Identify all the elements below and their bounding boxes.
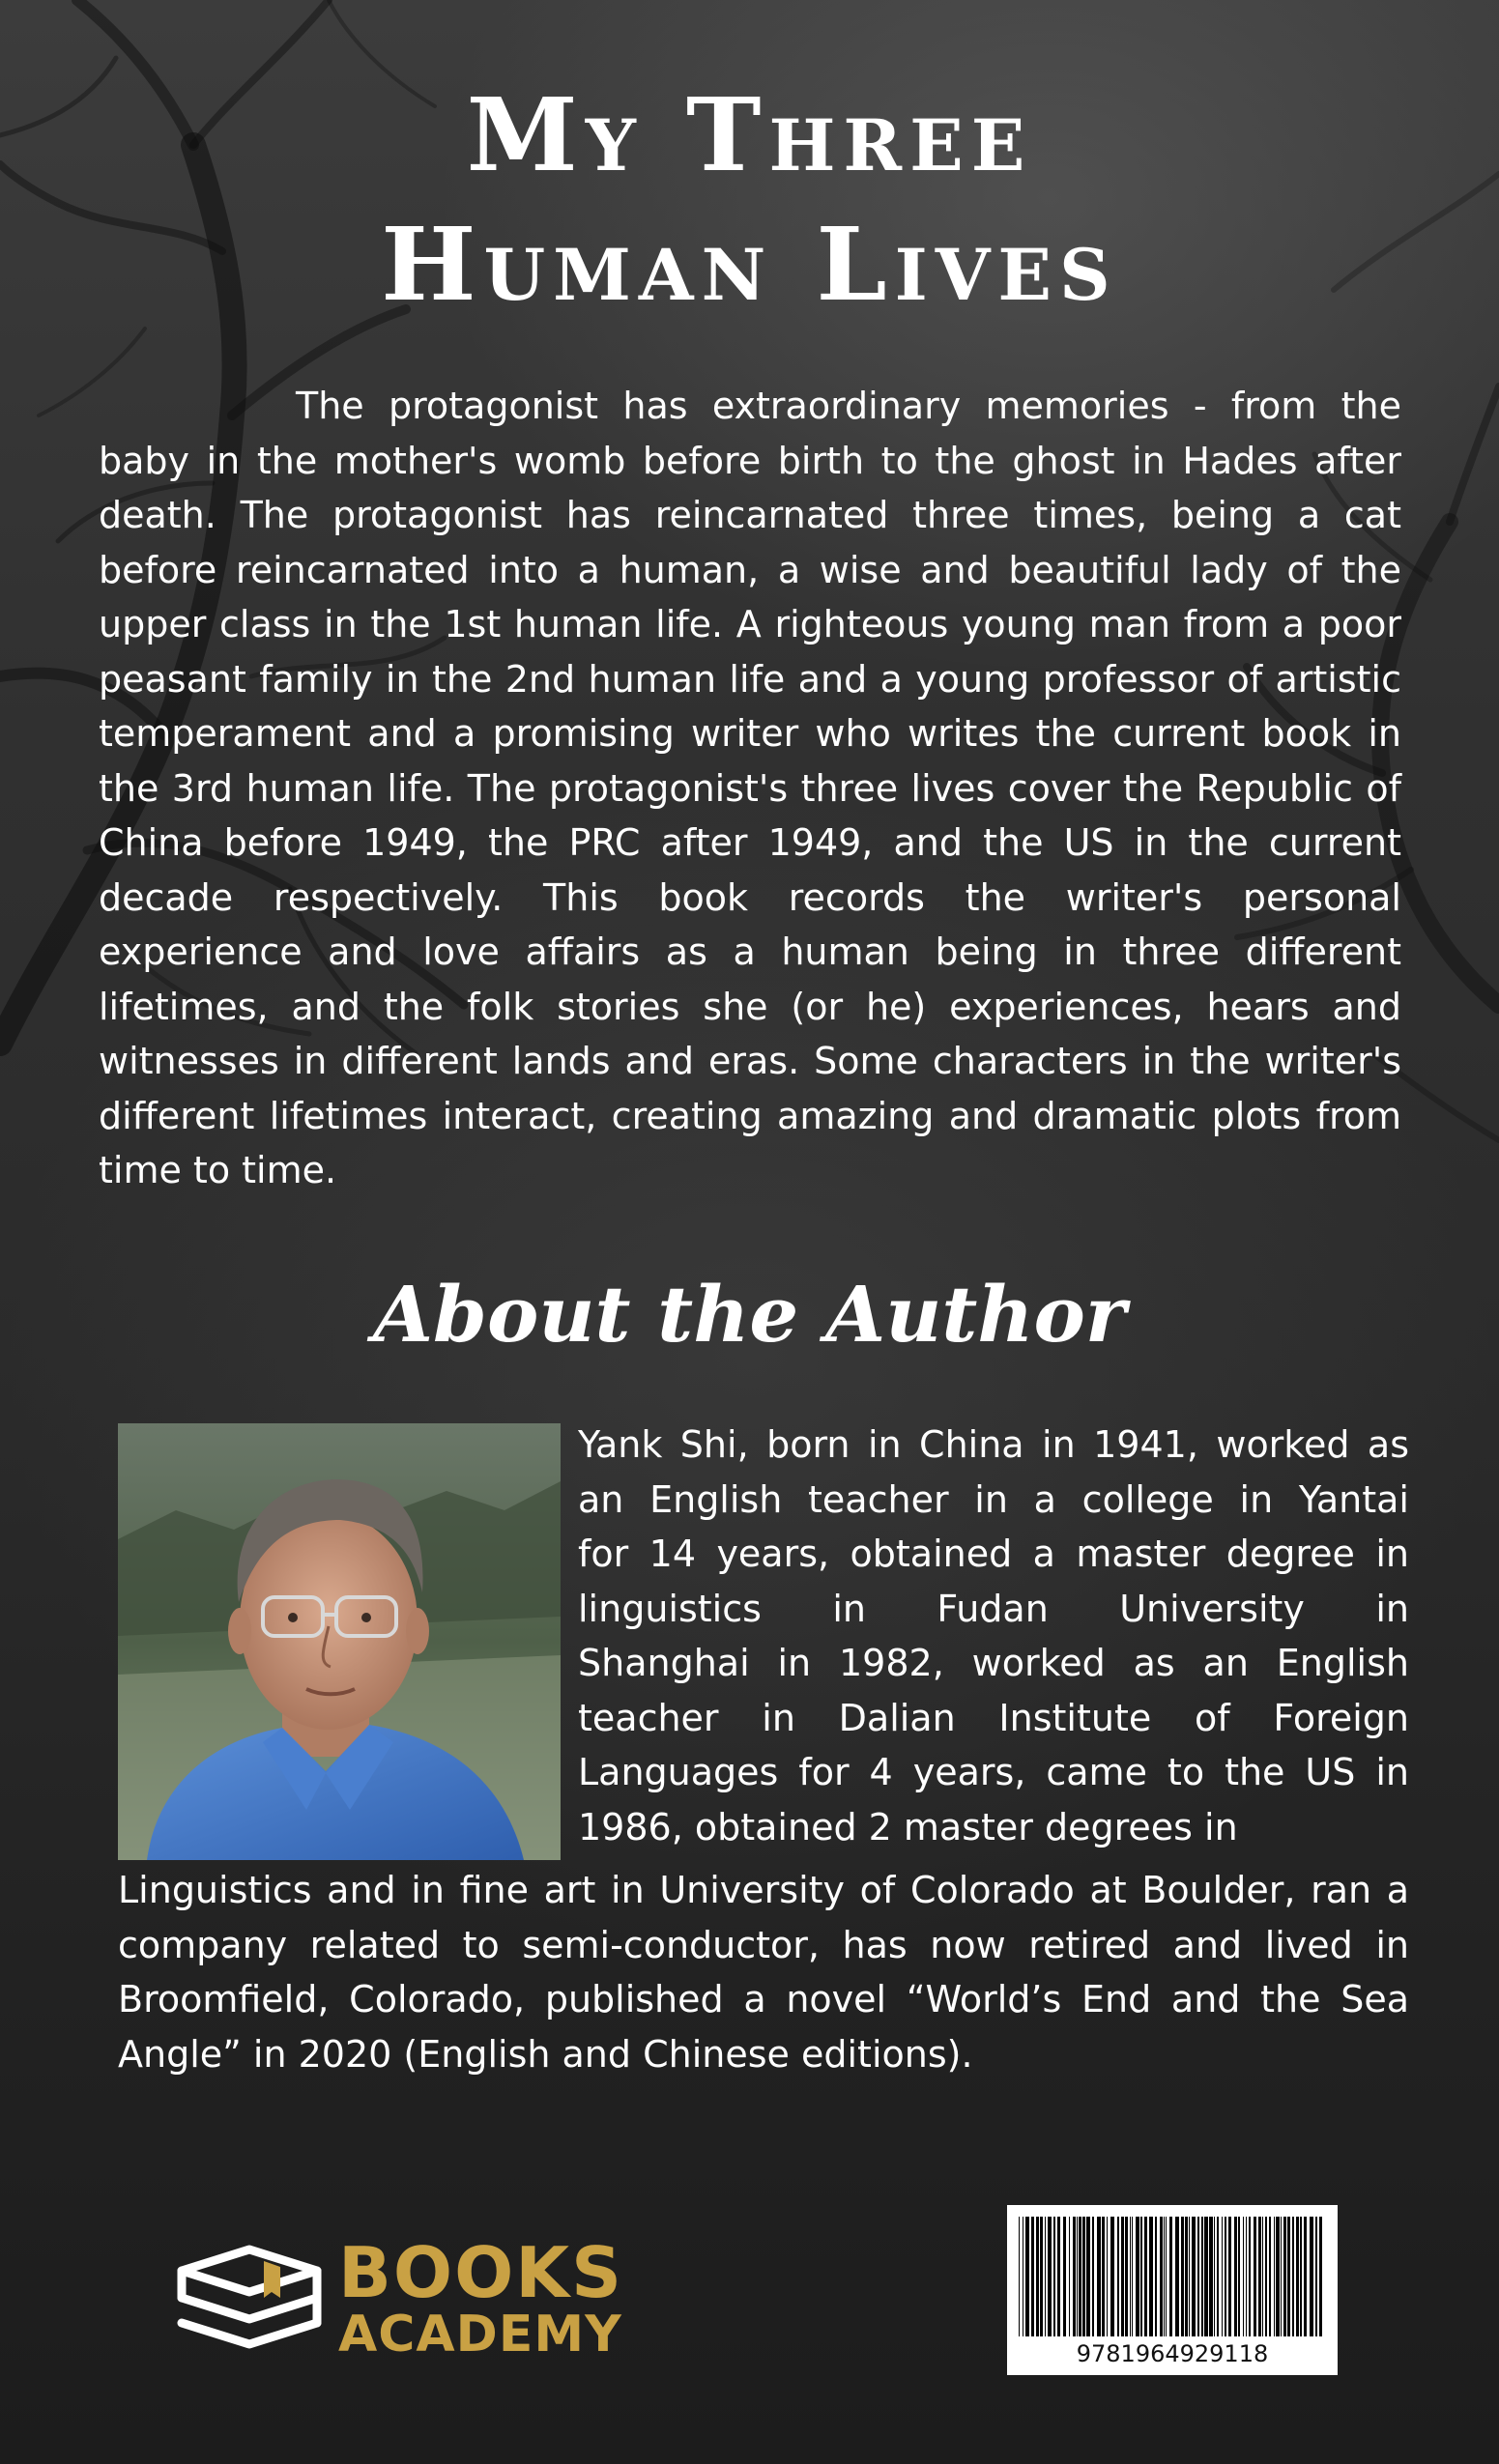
barcode-bar <box>1144 2217 1147 2336</box>
barcode-bar <box>1185 2217 1188 2336</box>
barcode-bar <box>1283 2217 1286 2336</box>
stacked-books-icon <box>172 2242 327 2358</box>
barcode-bar <box>1040 2217 1043 2336</box>
author-bio-continued: Linguistics and in fine art in University of Colorado at Boulder, ran a company related to semi-conductor, has now retired and lived in Broomfield, Colorado, published a novel “World’s End and the Sea Angle” in 2020 (English and Chinese editions). <box>118 1869 1409 2076</box>
barcode-bar <box>1125 2217 1128 2336</box>
barcode-bar <box>1265 2217 1267 2336</box>
barcode-bar <box>1292 2217 1294 2336</box>
barcode-bar <box>1300 2217 1302 2336</box>
author-bio-line: Yank Shi, born in China in 1941, worked as <box>578 1423 1409 1466</box>
barcode-bar <box>1281 2217 1282 2336</box>
barcode-bar <box>1048 2217 1052 2336</box>
barcode-bar <box>1117 2217 1119 2336</box>
barcode-bar <box>1102 2217 1105 2336</box>
barcode-bar <box>1031 2217 1034 2336</box>
barcode-bar <box>1209 2217 1213 2336</box>
barcode-bar <box>1036 2217 1039 2336</box>
publisher-name-line-1: BOOKS <box>338 2232 623 2313</box>
book-title-line-1: My Three <box>466 75 1033 194</box>
barcode-bar <box>1315 2217 1317 2336</box>
barcode-bar <box>1082 2217 1085 2336</box>
book-synopsis: The protagonist has extraordinary memories - from the baby in the mother's womb before birth to the ghost in Hades after death. The protagonist has reincarnated three times, being a cat before reincarnated into a human, a wise and beautiful lady of the upper class in the 1st human life. A righteous young man from a poor peasant family in the 2nd human life and a young professor of artistic temperament and a promising writer who writes the current book in the 3rd human life. The protagonist's three lives cover the Republic of China before 1949, the PRC after 1949, and the US in the current decade respectively. This book records the writer's personal experience and love affairs as a human being in three different lifetimes, and the folk stories she (or he) experiences, hears and witnesses in different lands and eras. Some characters in the writer's different lifetimes interact, creating amazing and dramatic plots from time to time. <box>99 385 1401 1191</box>
barcode-bar <box>1155 2217 1157 2336</box>
publisher-name-line-2: ACADEMY <box>338 2306 622 2364</box>
barcode-bar <box>1201 2217 1203 2336</box>
author-bio-line: teacher in Dalian Institute of Foreign <box>578 1696 1409 1739</box>
author-bio-beside-photo <box>578 1418 1409 1854</box>
barcode-bar <box>1262 2217 1263 2336</box>
barcode-bar <box>1276 2217 1280 2336</box>
isbn-number: 9781964929118 <box>1076 2340 1269 2367</box>
barcode-bar <box>1249 2217 1251 2336</box>
author-bio-line: linguistics in Fudan University in <box>578 1587 1409 1630</box>
barcode-bar <box>1121 2217 1124 2336</box>
author-bio-line: 1986, obtained 2 master degrees in <box>578 1805 1238 1848</box>
barcode-bar <box>1164 2217 1165 2336</box>
author-photo <box>118 1423 561 1860</box>
barcode-bar <box>1169 2217 1172 2336</box>
about-the-author-heading: About the Author <box>372 1269 1127 1360</box>
barcode-bar <box>1189 2217 1190 2336</box>
barcode-bar <box>1130 2217 1131 2336</box>
barcode-bar <box>1228 2217 1231 2336</box>
publisher-logo <box>172 2232 675 2367</box>
barcode-bar <box>1204 2217 1208 2336</box>
barcode-bar <box>1197 2217 1199 2336</box>
barcode-bar <box>1140 2217 1142 2336</box>
barcode-bar <box>1057 2217 1060 2336</box>
author-bio-line: Shanghai in 1982, worked as an English <box>578 1642 1409 1684</box>
barcode-bar <box>1243 2217 1244 2336</box>
barcode-bar <box>1274 2217 1275 2336</box>
barcode-bar <box>1296 2217 1299 2336</box>
book-title-line-2: Human Lives <box>381 205 1118 324</box>
barcode-bar <box>1079 2217 1081 2336</box>
barcode-bar <box>1132 2217 1133 2336</box>
barcode-bar <box>1110 2217 1114 2336</box>
barcode-bar <box>1160 2217 1163 2336</box>
barcode-bar <box>1192 2217 1196 2336</box>
barcode-bar <box>1175 2217 1179 2336</box>
barcode-bar <box>1225 2217 1226 2336</box>
barcode-bar <box>1222 2217 1223 2336</box>
barcode-bar <box>1063 2217 1066 2336</box>
barcode-bar <box>1214 2217 1215 2336</box>
barcode-bar <box>1269 2217 1271 2336</box>
author-bio-line: for 14 years, obtained a master degree in <box>578 1533 1409 1575</box>
barcode-bar <box>1086 2217 1090 2336</box>
barcode-bar <box>1092 2217 1094 2336</box>
barcode-bar <box>1069 2217 1070 2336</box>
barcode-bar <box>1097 2217 1101 2336</box>
barcode-bar <box>1073 2217 1076 2336</box>
barcode-bar <box>1166 2217 1167 2336</box>
barcode-bar <box>1077 2217 1078 2336</box>
barcode-bar <box>1107 2217 1108 2336</box>
isbn-barcode <box>1007 2205 1338 2375</box>
barcode-bar <box>1234 2217 1237 2336</box>
author-bio-line: an English teacher in a college in Yantai <box>578 1477 1409 1521</box>
barcode-bar <box>1149 2217 1153 2336</box>
barcode-bar <box>1136 2217 1139 2336</box>
barcode-bar <box>1246 2217 1247 2336</box>
author-bio-line: Languages for 4 years, came to the US in <box>578 1751 1409 1793</box>
barcode-bar <box>1258 2217 1261 2336</box>
barcode-bar <box>1053 2217 1055 2336</box>
barcode-bar <box>1254 2217 1256 2336</box>
barcode-bar <box>1217 2217 1219 2336</box>
barcode-bar <box>1287 2217 1290 2336</box>
barcode-bar <box>1319 2217 1322 2336</box>
barcode-bar <box>1238 2217 1240 2336</box>
barcode-bar <box>1045 2217 1046 2336</box>
barcode-bar <box>1304 2217 1307 2336</box>
barcode-bar <box>1019 2217 1020 2336</box>
barcode-bar <box>1025 2217 1029 2336</box>
barcode-bar <box>1181 2217 1184 2336</box>
barcode-bar <box>1310 2217 1313 2336</box>
